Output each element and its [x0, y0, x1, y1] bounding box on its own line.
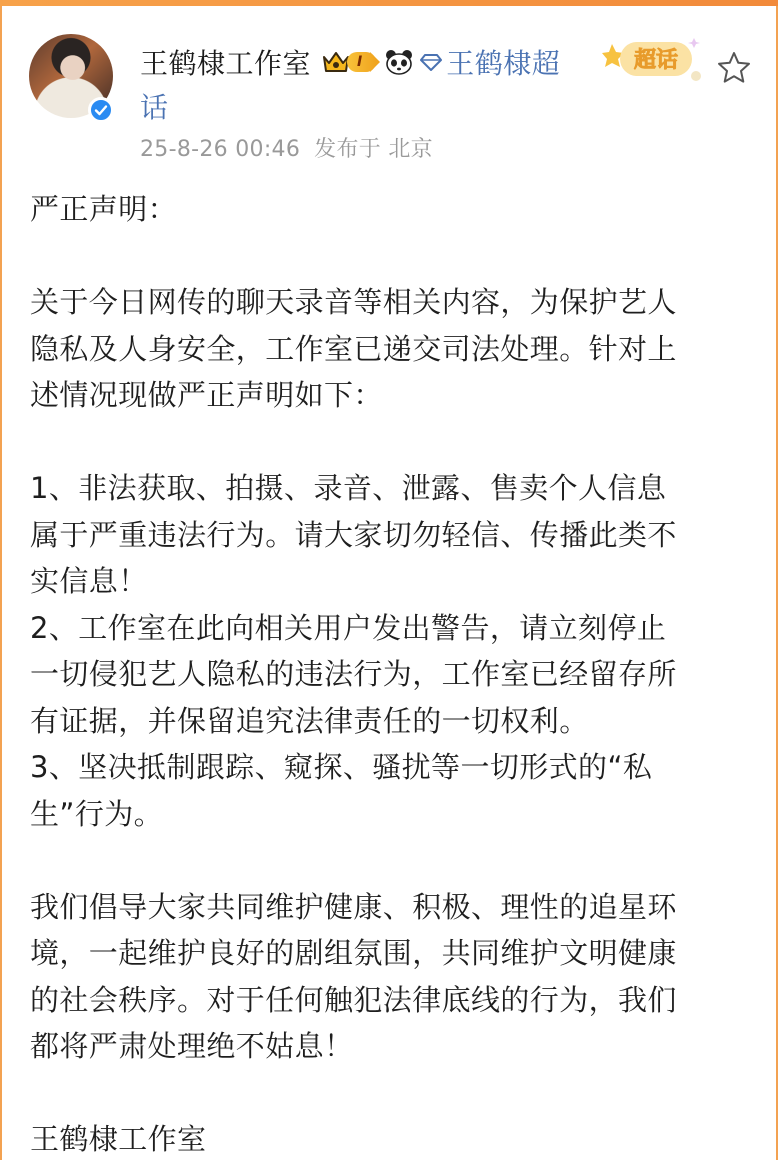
post-location: 发布于 北京: [314, 137, 433, 162]
statement-intro: 关于今日网传的聊天录音等相关内容，为保护艺人 隐私及人身安全，工作室已递交司法处理。针对上 述情况现做严正声明如下：: [30, 285, 677, 412]
weibo-post-card: [0, 6, 778, 1160]
post-content: [30, 186, 750, 1163]
post-timestamp: 25-8-26 00:46: [140, 137, 301, 162]
diamond-icon: [420, 53, 442, 71]
member-level-badge[interactable]: [321, 49, 380, 75]
star-outline-icon[interactable]: [716, 50, 752, 86]
statement-closing: 我们倡导大家共同维护健康、积极、理性的追星环 境，一起维护良好的剧组氛围，共同维护文明健康 的社会秩序。对于任何触犯法律底线的行为，我们 都将严肃处理绝不姑息！: [30, 889, 677, 1063]
statement-signature: 王鹤棣工作室: [30, 1122, 207, 1156]
author-header: [140, 42, 560, 82]
statement-item-2: 2、工作室在此向相关用户发出警告，请立刻停止 一切侵犯艺人隐私的违法行为，工作室已经留存所 有证据，并保留追究法律责任的一切权利。: [30, 610, 677, 738]
supertopic-tag-label: 超话: [633, 48, 679, 73]
supertopic-link-continued[interactable]: 话: [140, 91, 169, 124]
post-meta: [140, 132, 433, 163]
statement-item-1: 1、非法获取、拍摄、录音、泄露、售卖个人信息 属于严重违法行为。请大家切勿轻信、传播此类不 实信息！: [30, 471, 677, 598]
supertopic-tag[interactable]: [602, 32, 702, 84]
supertopic-link[interactable]: 王鹤棣超: [446, 47, 561, 80]
author-name[interactable]: 王鹤棣工作室: [140, 47, 312, 80]
statement-heading: 严正声明：: [30, 192, 178, 226]
statement-item-3: 3、坚决抵制跟踪、窥探、骚扰等一切形式的“私 生”行为。: [30, 750, 653, 831]
verified-badge-icon: [88, 97, 114, 123]
level-badge-label: I: [347, 52, 376, 72]
panda-icon: [384, 48, 414, 76]
